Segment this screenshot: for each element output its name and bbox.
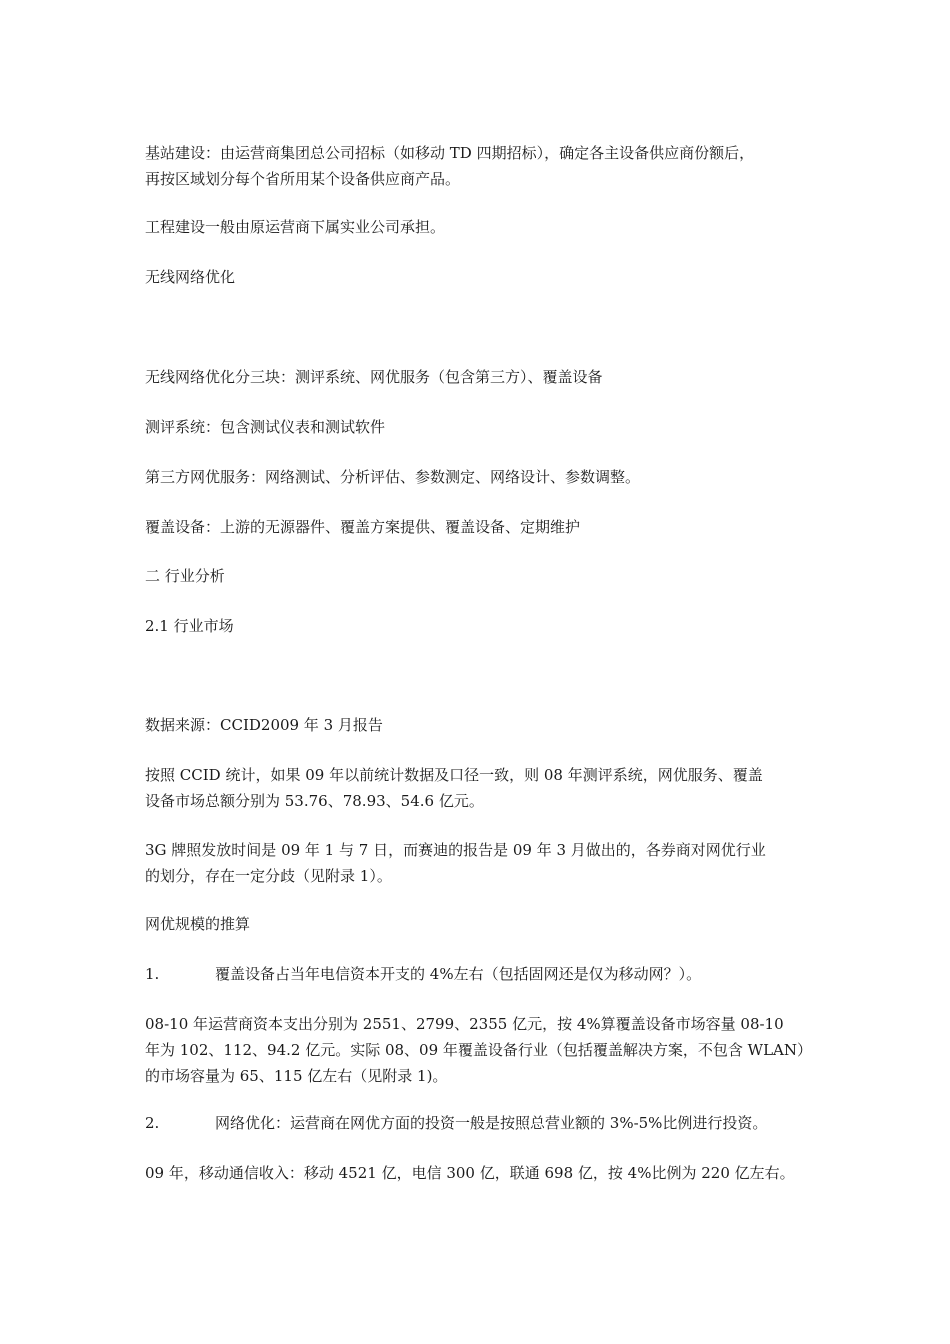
text-line: 的划分，存在一定分歧（见附录 1）。 bbox=[145, 867, 392, 885]
paragraph-ccid-statistics bbox=[145, 762, 810, 814]
text-line: 网络优化：运营商在网优方面的投资一般是按照总营业额的 3%-5%比例进行投资。 bbox=[215, 1114, 768, 1132]
text-line: 二 行业分析 bbox=[145, 567, 225, 585]
text-line: 数据来源：CCID2009 年 3 月报告 bbox=[145, 716, 383, 734]
text-line: 基站建设：由运营商集团总公司招标（如移动 TD 四期招标），确定各主设备供应商份额后， bbox=[145, 144, 755, 162]
text-line: 第三方网优服务：网络测试、分析评估、参数测定、网络设计、参数调整。 bbox=[145, 468, 641, 486]
heading-wireless-optimization bbox=[145, 264, 810, 290]
paragraph-data-source bbox=[145, 712, 810, 738]
list-item-1 bbox=[145, 961, 810, 987]
text-line: 08-10 年运营商资本支出分别为 2551、2799、2355 亿元，按 4%算覆盖设备市场容量 08-10 bbox=[145, 1015, 784, 1033]
paragraph-evaluation-system bbox=[145, 414, 810, 440]
text-line: 3G 牌照发放时间是 09 年 1 与 7 日，而赛迪的报告是 09 年 3 月做出的，各券商对网优行业 bbox=[145, 841, 766, 859]
paragraph-coverage-equipment bbox=[145, 514, 810, 540]
paragraph-capex bbox=[145, 1011, 813, 1089]
heading-industry-market bbox=[145, 613, 810, 639]
list-item-2 bbox=[145, 1110, 810, 1136]
paragraph-third-party-service bbox=[145, 464, 810, 490]
list-number: 2. bbox=[145, 1114, 160, 1132]
text-line: 覆盖设备占当年电信资本开支的 4%左右（包括固网还是仅为移动网？）。 bbox=[215, 965, 702, 983]
paragraph-3g-license bbox=[145, 837, 810, 889]
heading-scale-estimation bbox=[145, 911, 810, 937]
paragraph-three-parts bbox=[145, 364, 810, 390]
text-line: 再按区域划分每个省所用某个设备供应商产品。 bbox=[145, 170, 461, 188]
text-line: 测评系统：包含测试仪表和测试软件 bbox=[145, 418, 386, 436]
text-line: 按照 CCID 统计，如果 09 年以前统计数据及口径一致，则 08 年测评系统，网优服务、覆盖 bbox=[145, 766, 763, 784]
text-line: 设备市场总额分别为 53.76、78.93、54.6 亿元。 bbox=[145, 792, 484, 810]
paragraph-base-station bbox=[145, 140, 810, 192]
text-line: 无线网络优化 bbox=[145, 268, 236, 286]
list-number: 1. bbox=[145, 965, 160, 983]
text-line: 覆盖设备：上游的无源器件、覆盖方案提供、覆盖设备、定期维护 bbox=[145, 518, 581, 536]
paragraph-revenue-2009 bbox=[145, 1160, 810, 1186]
text-line: 无线网络优化分三块：测评系统、网优服务（包含第三方）、覆盖设备 bbox=[145, 368, 603, 386]
text-line: 09 年，移动通信收入：移动 4521 亿，电信 300 亿，联通 698 亿，按 4%比例为 220 亿左右。 bbox=[145, 1164, 795, 1182]
paragraph-engineering bbox=[145, 214, 810, 240]
text-line: 的市场容量为 65、115 亿左右（见附录 1)。 bbox=[145, 1067, 448, 1085]
text-line: 网优规模的推算 bbox=[145, 915, 251, 933]
heading-industry-analysis bbox=[145, 563, 810, 589]
text-line: 2.1 行业市场 bbox=[145, 617, 234, 635]
text-line: 年为 102、112、94.2 亿元。实际 08、09 年覆盖设备行业（包括覆盖解决方案，不包含 WLAN） bbox=[145, 1041, 813, 1059]
text-line: 工程建设一般由原运营商下属实业公司承担。 bbox=[145, 218, 446, 236]
